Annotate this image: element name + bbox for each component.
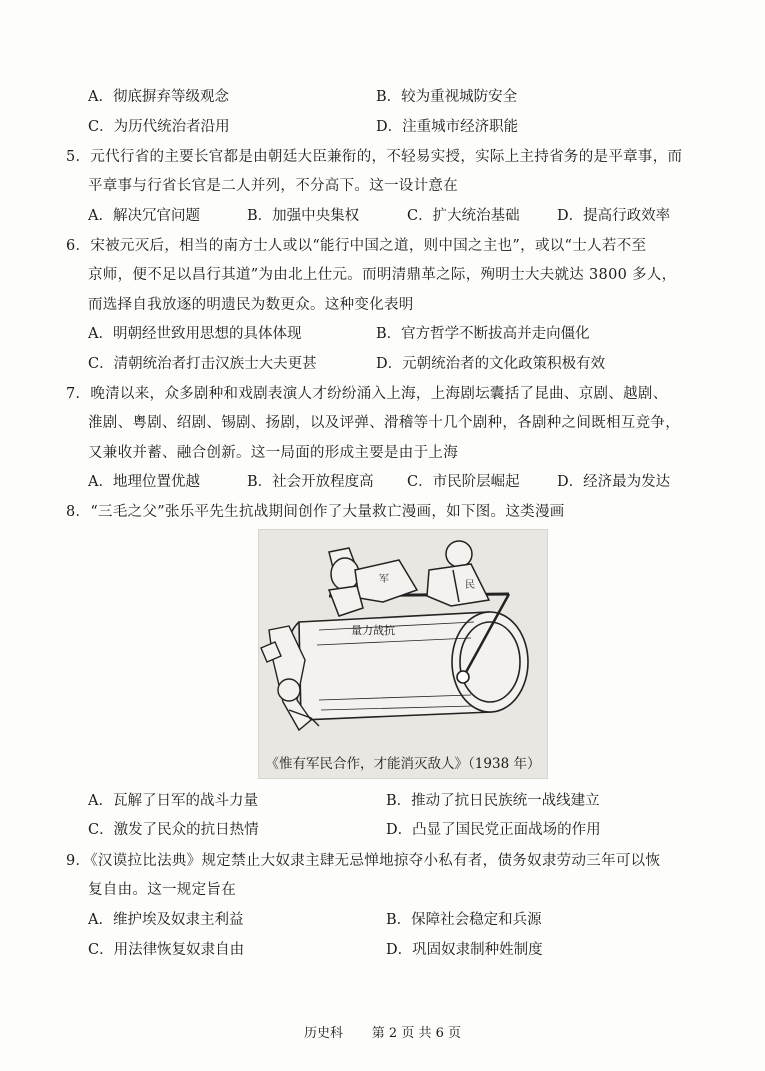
soldier-label: 军: [379, 574, 389, 585]
q9-stem-line-2: 复自由。这一规定旨在: [88, 882, 236, 898]
q9-stem-line-1: 9．《汉谟拉比法典》规定禁止大奴隶主肆无忌惮地掠夺小私有者，债务奴隶劳动三年可以恢: [66, 853, 661, 869]
q7-stem-line-2: 淮剧、粤剧、绍剧、锡剧、扬剧，以及评弹、滑稽等十几个剧种，各剧种之间既相互竞争，: [88, 415, 680, 431]
civilian-label: 民: [465, 580, 475, 591]
q4-option-d: D．注重城市经济职能: [376, 119, 519, 135]
q9-option-d: D．巩固奴隶制种姓制度: [386, 942, 543, 958]
footer-page-number: 第 2 页 共 6 页: [371, 1026, 462, 1041]
page-footer: [0, 1022, 765, 1041]
q5-stem-line-1: 5．元代行省的主要长官都是由朝廷大臣兼衔的，不轻易实授，实际上主持省务的是平章事，而: [66, 149, 683, 165]
q6-option-c: C．清朝统治者打击汉族士大夫更甚: [88, 356, 317, 372]
q8-stem-line-1: 8．“三毛之父”张乐平先生抗战期间创作了大量救亡漫画，如下图。这类漫画: [66, 504, 565, 520]
q6-stem-line-2: 京师，便不足以昌行其道”为由北上仕元。而明清鼎革之际，殉明士大夫就达 3800 多人，: [88, 267, 677, 283]
q6-option-a: A．明朝经世致用思想的具体体现: [88, 326, 302, 342]
cartoon-illustration: [259, 530, 547, 778]
q5-stem-line-2: 平章事与行省长官是二人并列，不分高下。这一设计意在: [88, 178, 458, 194]
figure-caption: 《惟有军民合作，才能消灭敌人》（1938 年）: [265, 756, 541, 772]
q7-stem-line-1: 7．晚清以来，众多剧种和戏剧表演人才纷纷涌入上海，上海剧坛囊括了昆曲、京剧、越剧、: [66, 386, 668, 402]
footer-subject: 历史科: [303, 1026, 343, 1041]
q9-option-c: C．用法律恢复奴隶自由: [88, 942, 245, 958]
q6-stem-line-1: 6．宋被元灭后，相当的南方士人或以“能行中国之道，则中国之主也”，或以“士人若不至: [66, 238, 647, 254]
q5-option-a: A．解决冗官问题: [88, 208, 200, 224]
q6-stem-line-3: 而选择自我放逐的明遗民为数更众。这种变化表明: [88, 297, 414, 313]
q4-option-b: B．较为重视城防安全: [376, 89, 518, 105]
q9-option-a: A．维护埃及奴隶主利益: [88, 912, 244, 928]
q6-option-b: B．官方哲学不断拔高并走向僵化: [376, 326, 590, 342]
q7-option-d: D．经济最为发达: [557, 474, 671, 490]
q8-option-a: A．瓦解了日军的战斗力量: [88, 793, 258, 809]
q7-option-a: A．地理位置优越: [88, 474, 200, 490]
q7-option-b: B．社会开放程度高: [247, 474, 374, 490]
q7-option-c: C．市民阶层崛起: [407, 474, 520, 490]
cartoon-figure: [258, 529, 548, 779]
q4-option-a: A．彻底摒弃等级观念: [88, 89, 229, 105]
q7-stem-line-3: 又兼收并蓄、融合创新。这一局面的形成主要是由于上海: [88, 445, 458, 461]
q5-option-c: C．扩大统治基础: [407, 208, 520, 224]
q4-option-c: C．为历代统治者沿用: [88, 119, 230, 135]
q8-option-d: D．凸显了国民党正面战场的作用: [386, 822, 601, 838]
q5-option-d: D．提高行政效率: [557, 208, 671, 224]
roller-text: 量力战抗: [351, 624, 395, 637]
q6-option-d: D．元朝统治者的文化政策积极有效: [376, 356, 606, 372]
q8-option-c: C．激发了民众的抗日热情: [88, 822, 259, 838]
q9-option-b: B．保障社会稳定和兵源: [386, 912, 542, 928]
q8-option-b: B．推动了抗日民族统一战线建立: [386, 793, 600, 809]
q5-option-b: B．加强中央集权: [247, 208, 360, 224]
